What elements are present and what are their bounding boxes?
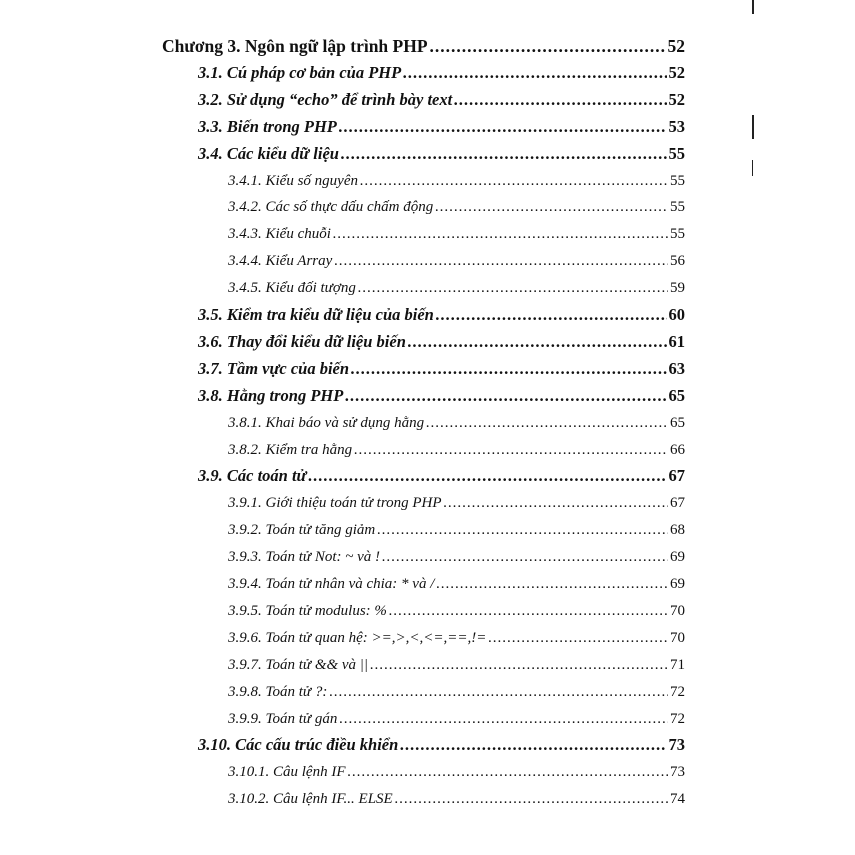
- toc-entry-title: 3.9.6. Toán tử quan hệ: >=,>,<,<=,==,!=: [228, 630, 487, 646]
- toc-entry: [228, 706, 685, 732]
- toc-entry-title: 3.4.2. Các số thực dấu chấm động: [228, 199, 434, 215]
- toc-entry-title: 3.6. Thay đổi kiểu dữ liệu biến: [198, 332, 406, 351]
- toc-entry-page: 69: [670, 549, 685, 565]
- toc-entry: [228, 679, 685, 705]
- toc-leader-dots: [454, 87, 666, 113]
- toc-entry-title: 3.4.4. Kiểu Array: [228, 253, 333, 269]
- toc-leader-dots: [435, 194, 668, 220]
- page-edge-mark-middle: [752, 115, 754, 139]
- toc-entry-title: 3.7. Tầm vực của biến: [198, 359, 350, 378]
- toc-leader-dots: [426, 410, 668, 436]
- toc-entry: [228, 221, 685, 247]
- toc-leader-dots: [308, 463, 666, 489]
- toc-entry-title: 3.2. Sử dụng “echo” để trình bày text: [198, 90, 453, 109]
- toc-entry: [198, 302, 685, 328]
- toc-entry-title: 3.4. Các kiểu dữ liệu: [198, 144, 339, 163]
- toc-leader-dots: [400, 732, 666, 758]
- toc-entry-page: 55: [668, 144, 685, 163]
- toc-entry-page: 61: [668, 332, 685, 351]
- toc-entry-page: 70: [670, 603, 685, 619]
- toc-leader-dots: [370, 652, 668, 678]
- toc-entry-page: 59: [670, 280, 685, 296]
- toc-entry-title: 3.9.7. Toán tử && và ||: [228, 657, 369, 673]
- toc-entry-title: 3.9.8. Toán tử ?:: [228, 684, 328, 700]
- page-edge-mark-lower: [752, 160, 753, 176]
- toc-entry: [162, 33, 685, 59]
- toc-entry: [228, 490, 685, 516]
- toc-entry-page: 55: [670, 199, 685, 215]
- toc-leader-dots: [341, 141, 667, 167]
- toc-entry: [228, 168, 685, 194]
- toc-leader-dots: [333, 221, 668, 247]
- toc-leader-dots: [360, 168, 668, 194]
- toc-entry-title: 3.4.3. Kiểu chuỗi: [228, 226, 331, 242]
- toc-entry-page: 60: [668, 305, 685, 324]
- toc-entry-title: Chương 3. Ngôn ngữ lập trình PHP: [162, 36, 428, 56]
- toc-leader-dots: [444, 490, 668, 516]
- toc-entry: [198, 356, 685, 382]
- toc-entry-title: 3.10. Các cấu trúc điều khiển: [198, 735, 399, 754]
- toc-entry-page: 72: [670, 711, 685, 727]
- toc-entry-title: 3.9.2. Toán tử tăng giảm: [228, 522, 376, 538]
- toc-entry: [228, 598, 685, 624]
- toc-entry: [198, 141, 685, 167]
- toc-entry: [228, 759, 685, 785]
- toc-entry-page: 53: [668, 117, 685, 136]
- toc-entry: [198, 732, 685, 758]
- toc-entry-title: 3.10.1. Câu lệnh IF: [228, 764, 346, 780]
- toc-leader-dots: [339, 114, 667, 140]
- toc-entry: [228, 517, 685, 543]
- toc-leader-dots: [358, 275, 668, 301]
- toc-entry-page: 55: [670, 226, 685, 242]
- toc-entry-title: 3.8.1. Khai báo và sử dụng hằng: [228, 415, 425, 431]
- toc-entry: [228, 625, 685, 651]
- toc-entry: [228, 652, 685, 678]
- toc-entry-page: 52: [668, 63, 685, 82]
- toc-leader-dots: [403, 60, 666, 86]
- toc-entry: [198, 463, 685, 489]
- toc-leader-dots: [436, 302, 667, 328]
- toc-leader-dots: [345, 383, 666, 409]
- toc-entry: [198, 329, 685, 355]
- toc-entry: [198, 383, 685, 409]
- toc-leader-dots: [382, 544, 668, 570]
- toc-entry: [228, 544, 685, 570]
- toc-entry-page: 65: [668, 386, 685, 405]
- toc-entry-title: 3.9.4. Toán tử nhân và chia: * và /: [228, 576, 435, 592]
- toc-entry-page: 72: [670, 684, 685, 700]
- toc-entry-title: 3.9. Các toán tử: [198, 466, 307, 485]
- toc-leader-dots: [395, 786, 668, 812]
- toc-leader-dots: [334, 248, 668, 274]
- toc-entry-page: 73: [668, 735, 685, 754]
- toc-entry-page: 56: [670, 253, 685, 269]
- toc-entry-title: 3.9.5. Toán tử modulus: %: [228, 603, 387, 619]
- toc-entry: [228, 437, 685, 463]
- toc-leader-dots: [329, 679, 668, 705]
- toc-leader-dots: [408, 329, 667, 355]
- toc-entry: [198, 87, 685, 113]
- page-edge-mark-top: [752, 0, 754, 14]
- toc-leader-dots: [430, 33, 666, 59]
- toc-entry-title: 3.9.3. Toán tử Not: ~ và !: [228, 549, 380, 565]
- toc-entry-page: 74: [670, 791, 685, 807]
- toc-entry-page: 52: [668, 90, 685, 109]
- toc-leader-dots: [389, 598, 668, 624]
- toc-entry: [228, 410, 685, 436]
- toc-entry-title: 3.10.2. Câu lệnh IF... ELSE: [228, 791, 393, 807]
- toc-entry: [228, 786, 685, 812]
- toc-entry-title: 3.9.9. Toán tử gán: [228, 711, 338, 727]
- toc-entry-page: 65: [670, 415, 685, 431]
- toc-entry-page: 67: [670, 495, 685, 511]
- toc-entry: [228, 275, 685, 301]
- toc-leader-dots: [377, 517, 668, 543]
- toc-entry: [228, 248, 685, 274]
- toc-entry-title: 3.3. Biến trong PHP: [198, 117, 337, 136]
- toc-leader-dots: [488, 625, 668, 651]
- toc-leader-dots: [354, 437, 668, 463]
- toc-leader-dots: [339, 706, 668, 732]
- toc-entry-title: 3.1. Cú pháp cơ bản của PHP: [198, 63, 402, 82]
- toc-leader-dots: [436, 571, 668, 597]
- toc-entry-page: 52: [667, 36, 685, 56]
- toc-leader-dots: [348, 759, 669, 785]
- toc-entry-title: 3.5. Kiểm tra kiểu dữ liệu của biến: [198, 305, 434, 324]
- toc-entry-title: 3.9.1. Giới thiệu toán tử trong PHP: [228, 495, 442, 511]
- toc-entry: [228, 571, 685, 597]
- toc-entry: [228, 194, 685, 220]
- toc-entry-page: 68: [670, 522, 685, 538]
- toc-entry-page: 66: [670, 442, 685, 458]
- toc-entry-page: 70: [670, 630, 685, 646]
- toc-leader-dots: [351, 356, 666, 382]
- toc-entry-page: 63: [668, 359, 685, 378]
- toc-entry: [198, 60, 685, 86]
- toc-entry-page: 71: [670, 657, 685, 673]
- toc-entry-page: 67: [668, 466, 685, 485]
- toc-entry-page: 73: [670, 764, 685, 780]
- toc-entry: [198, 114, 685, 140]
- toc-entry-page: 55: [670, 173, 685, 189]
- toc-entry-title: 3.8.2. Kiểm tra hằng: [228, 442, 353, 458]
- toc-entry-title: 3.4.5. Kiểu đối tượng: [228, 280, 356, 296]
- toc-entry-title: 3.4.1. Kiểu số nguyên: [228, 173, 358, 189]
- toc-entry-page: 69: [670, 576, 685, 592]
- toc-entry-title: 3.8. Hằng trong PHP: [198, 386, 344, 405]
